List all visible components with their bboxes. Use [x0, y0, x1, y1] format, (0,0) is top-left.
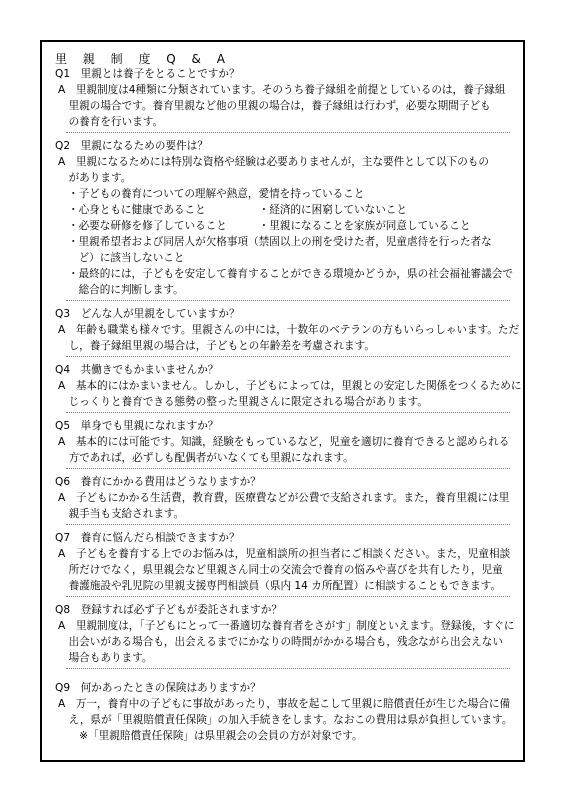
section-divider [66, 412, 510, 413]
requirement-item: ・最終的には，子どもを安定して養育することができる環境かどうか，県の社会福祉審議会で [68, 268, 513, 280]
page-title: 里 親 制 度 Q & A [55, 52, 231, 66]
answer-9-line-2: え，県が「里親賠償責任保険」の加入手続きをします。なおこの費用は県が負担しています。 [58, 714, 513, 726]
section-divider [66, 524, 510, 525]
answer-7-line-2: 所だけでなく，県里親会など里親さん同士の交流会で養育の悩みや喜びを共有したり，児童 [58, 564, 503, 576]
requirement-item: ・子どもの養育についての理解や熱意，愛情を持っていること [68, 188, 365, 200]
question-6: Q6 養育にかかる費用はどうなりますか？ [55, 476, 261, 488]
answer-2-line-1: A 里親になるためには特別な資格や経験は必要ありませんが，主な要件として以下のもの [58, 156, 489, 168]
answer-1-line-1: A 里親制度は4種類に分類されています。そのうち養子縁組を前提としているのは，養子縁組 [58, 84, 506, 96]
question-8: Q8 登録すれば必ず子どもが委託されますか？ [55, 604, 282, 616]
answer-7-line-3: 養護施設や乳児院の里親支援専門相談員（県内 14 カ所配置）に相談することもできます。 [58, 580, 502, 592]
requirement-item: ・必要な研修を修了していること ・里親になることを家族が同意していること [68, 220, 471, 232]
section-divider [66, 356, 510, 357]
requirement-item: 総合的に判断します。 [68, 284, 184, 296]
section-divider [66, 300, 510, 301]
answer-5-line-2: 方であれば，必ずしも配偶者がいなくても里親になれます。 [58, 452, 354, 464]
answer-1-line-2: 里親の場合です。養育里親など他の里親の場合は，養子縁組は行わず，必要な期間子ども [58, 100, 491, 112]
answer-3-line-1: A 年齢も職業も様々です。里親さんの中には，十数年のベテランの方もいらっしゃいます。ただ [58, 324, 520, 336]
answer-4-line-1: A 基本的にはかまいません。しかし，子どもによっては，里親との安定した関係をつくるために [58, 380, 522, 392]
section-divider [66, 132, 510, 133]
question-4: Q4 共働きでもかまいませんか？ [55, 364, 219, 376]
question-7: Q7 養育に悩んだら相談できますか？ [55, 532, 240, 544]
answer-1-line-3: の養育を行います。 [58, 116, 164, 128]
answer-8-line-2: 出会いがある場合も，出会えるまでにかなりの時間がかかる場合も，残念ながら出会えない [58, 636, 503, 648]
answer-8-line-3: 場合もあります。 [58, 652, 153, 664]
answer-2-line-2: があります。 [58, 172, 132, 184]
answer-6-line-1: A 子どもにかかる生活費，教育費，医療費などが公費で支給されます。また，養育里親には里 [58, 492, 510, 504]
requirement-item: ・里親希望者および同居人が欠格事項（禁固以上の刑を受けた者，児童虐待を行った者な [68, 236, 492, 248]
section-divider [66, 468, 510, 469]
answer-4-line-2: じっくりと養育できる態勢の整った里親さんに限定される場合があります。 [58, 396, 428, 408]
question-5: Q5 単身でも里親になれますか？ [55, 420, 219, 432]
section-divider [66, 596, 510, 597]
requirement-item: ・心身ともに健康であること ・経済的に困窮していないこと [68, 204, 407, 216]
question-9: Q9 何かあったときの保険はありますか？ [55, 682, 261, 694]
insurance-note: ※「里親賠償責任保険」は県里親会の会員の方が対象です。 [58, 730, 363, 742]
answer-3-line-2: し，養子縁組里親の場合は，子どもとの年齢差を考慮されます。 [58, 340, 375, 352]
question-1: Q1 里親とは養子をとることですか？ [55, 68, 240, 80]
question-3: Q3 どんな人が里親をしていますか？ [55, 308, 240, 320]
answer-7-line-1: A 子どもを養育する上でのお悩みは，児童相談所の担当者にご相談ください。また，児童相談 [58, 548, 511, 560]
answer-8-line-1: A 里親制度は，「子どもにとって一番適切な養育者をさがす」制度といえます。登録後，すぐに [58, 620, 515, 632]
answer-9-line-1: A 万一，養育中の子どもに事故があったり，事故を起こして里親に賠償責任が生じた場合に備 [58, 698, 511, 710]
requirement-item: ど）に該当しないこと [68, 252, 185, 264]
section-divider [66, 668, 510, 669]
question-2: Q2 里親になるための要件は？ [55, 140, 208, 152]
answer-5-line-1: A 基本的には可能です。知識，経験をもっているなど，児童を適切に養育できると認められる [58, 436, 510, 448]
answer-6-line-2: 親手当も支給されます。 [58, 508, 185, 520]
